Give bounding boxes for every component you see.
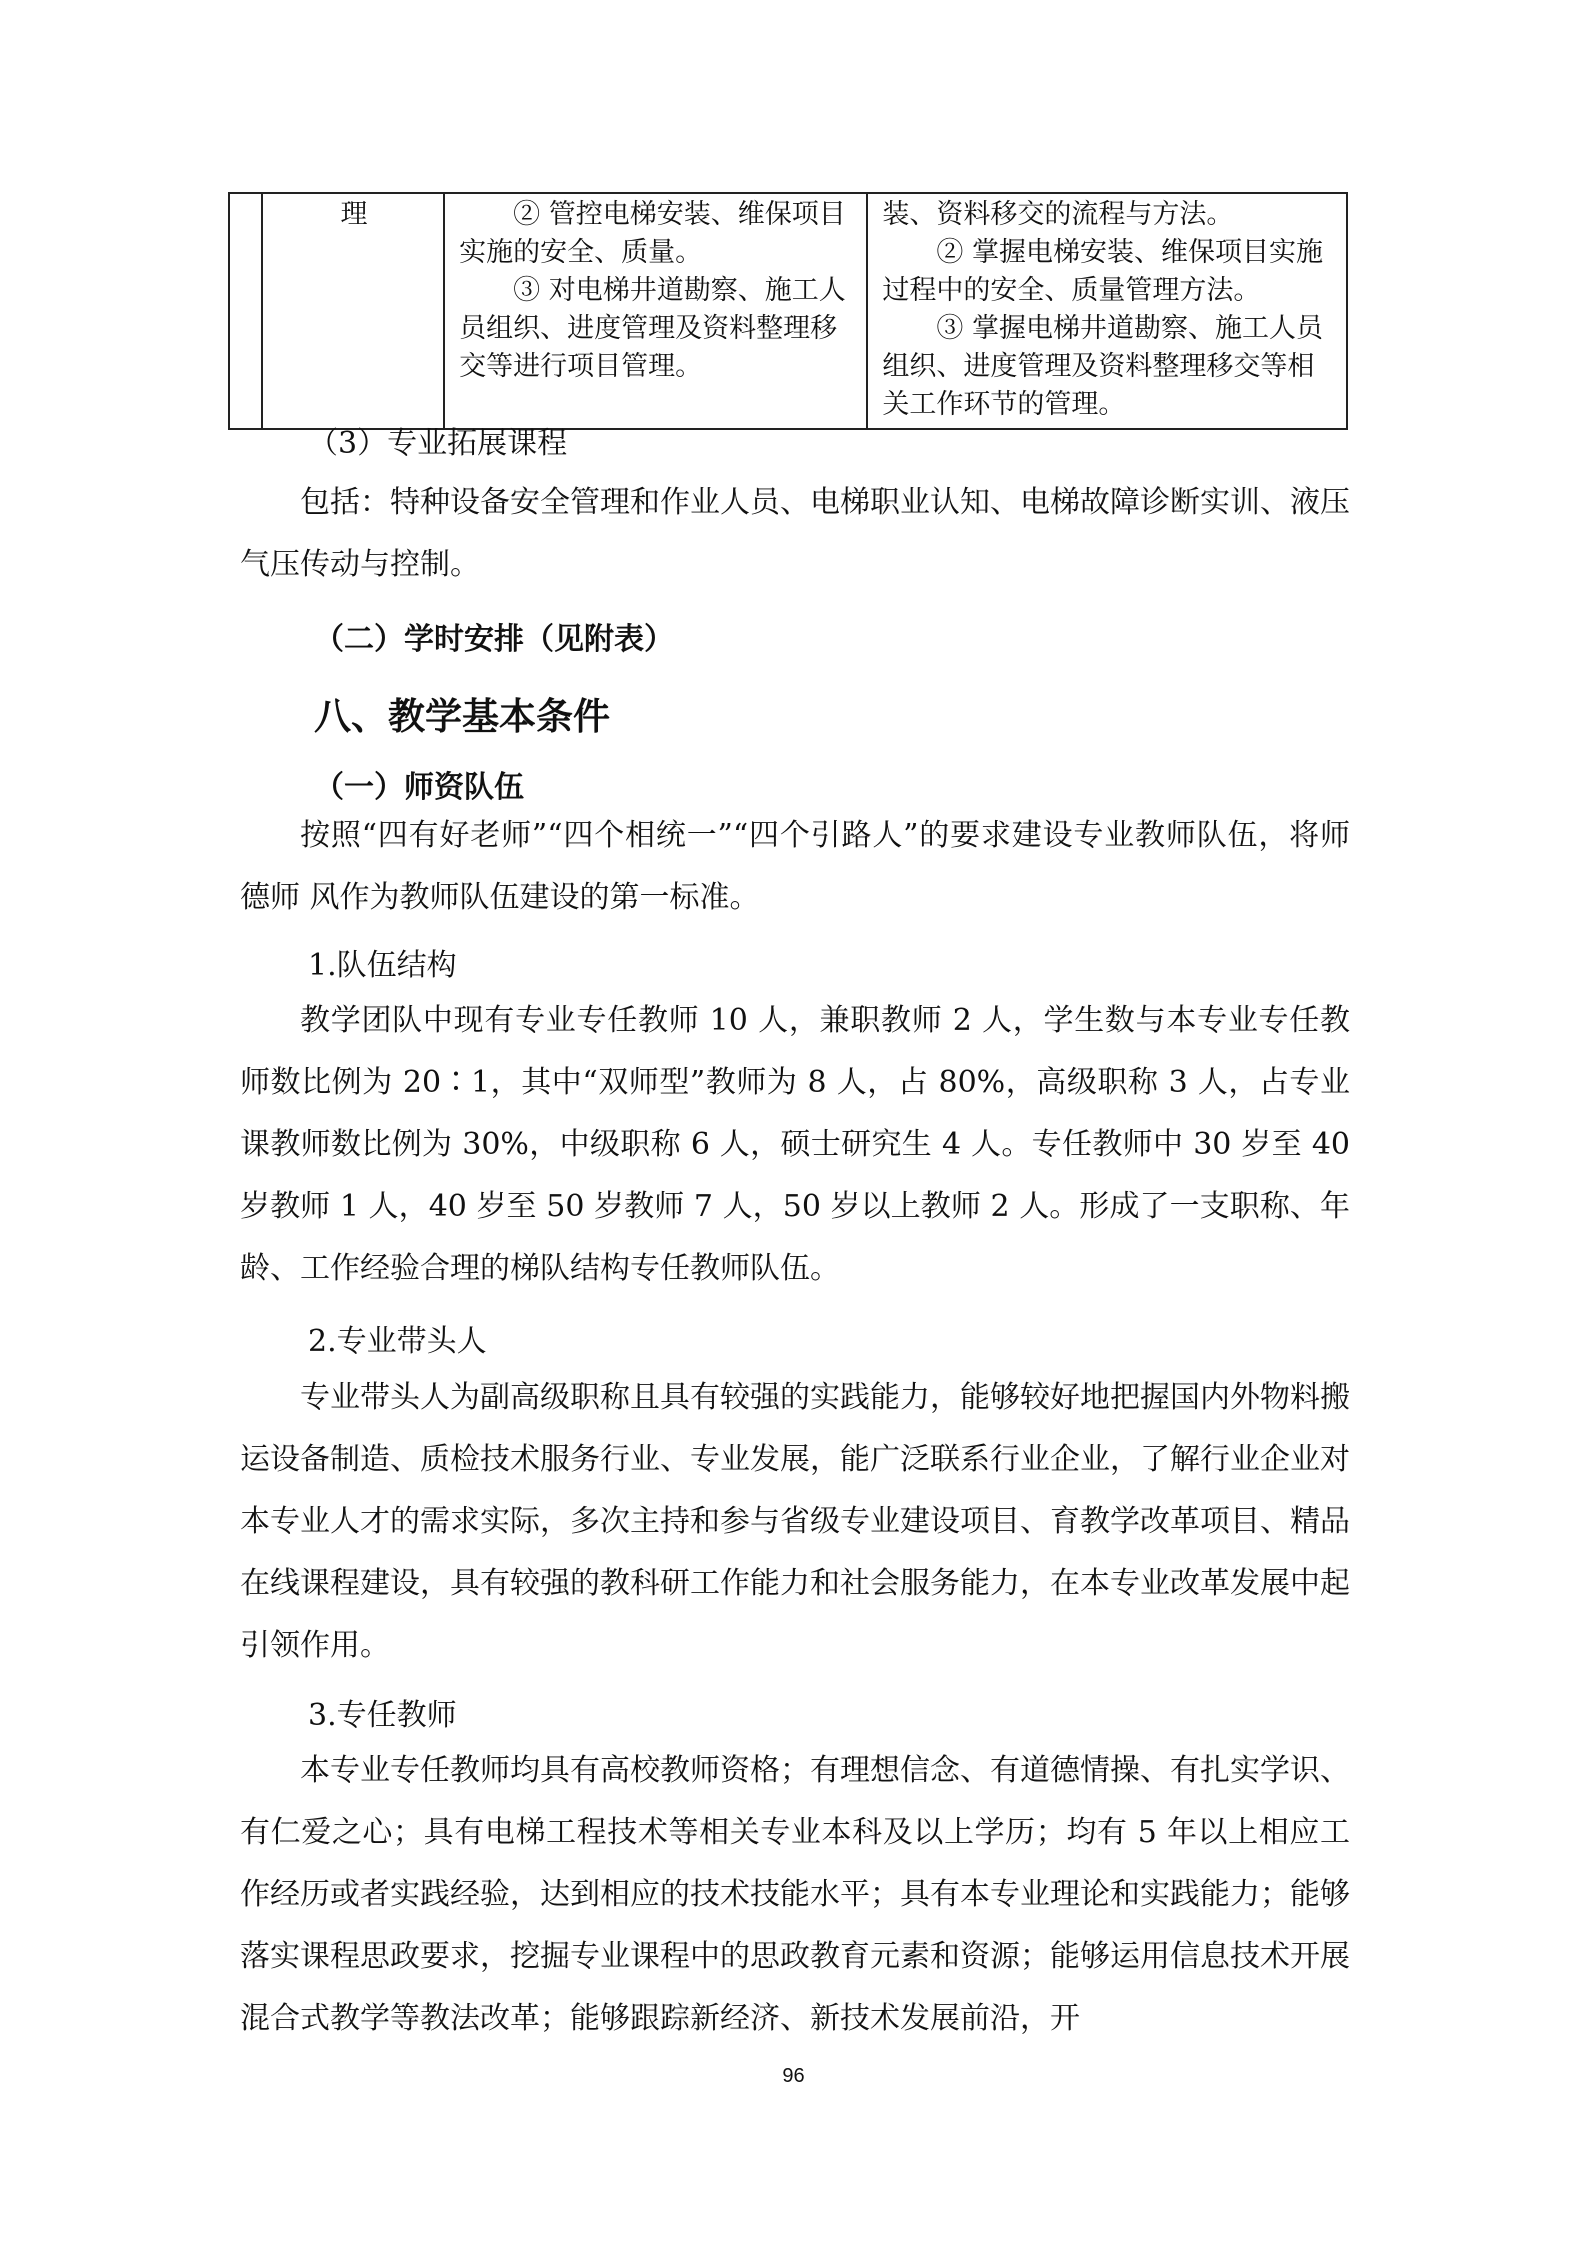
subsection-title: 1.队伍结构 xyxy=(308,948,457,983)
table-row xyxy=(229,193,1347,429)
leader-text: 专业带头人为副高级职称且具有较强的实践能力，能够较好地把握国内外物料搬运设备制造、质检技术服务行业、专业发展，能广泛联系行业企业，了解行业企业对本专业人才的需求实际，多次主持和参与省级专业建设项目、育教学改革项目、精品在线课程建设，具有较强的教科研工作能力和社会服务能力，在本专业改革发展中起引领作用。 xyxy=(240,1380,1350,1663)
task-item: ③ 对电梯井道勘察、施工人员组织、进度管理及资料整理移交等进行项目管理。 xyxy=(459,275,846,382)
subsection-title: 3.专任教师 xyxy=(308,1698,457,1733)
subsection-title: 2.专业带头人 xyxy=(308,1324,487,1359)
task-item: ② 管控电梯安装、维保项目实施的安全、质量。 xyxy=(459,199,846,268)
ability-item-continued: 装、资料移交的流程与方法。 xyxy=(882,199,1234,230)
page-number: 96 xyxy=(782,2065,805,2087)
table-cell-tasks xyxy=(444,193,867,429)
faculty-heading: （一）师资队伍 xyxy=(314,770,524,805)
table-cell-stage: 理 xyxy=(262,193,444,429)
continued-table xyxy=(228,192,1348,430)
team-structure-text: 教学团队中现有专业专任教师 10 人，兼职教师 2 人，学生数与本专业专任教师数比例为 20∶1，其中“双师型”教师为 8 人，占 80%，高级职称 3 人，占专业课教师数比例为 30%，中级职称 6 人，硕士研究生 4 人。专任教师中 30 岁至 40 岁教师 1 人，40 岁至 50 岁教师 7 人，50 岁以上教师 2 人。形成了一支职称、年龄、工作经验合理的梯队结构专任教师队伍。 xyxy=(240,1003,1350,1286)
teachers-text: 本专业专任教师均具有高校教师资格；有理想信念、有道德情操、有扎实学识、有仁爱之心；具有电梯工程技术等相关专业本科及以上学历；均有 5 年以上相应工作经历或者实践经验，达到相应的技术技能水平；具有本专业理论和实践能力；能够落实课程思政要求，挖掘专业课程中的思政教育元素和资源；能够运用信息技术开展混合式教学等教法改革；能够跟踪新经济、新技术发展前沿，开 xyxy=(240,1753,1350,2036)
ext-course-text: 包括：特种设备安全管理和作业人员、电梯职业认知、电梯故障诊断实训、液压气压传动与控制。 xyxy=(240,485,1350,582)
ability-item: ② 掌握电梯安装、维保项目实施过程中的安全、质量管理方法。 xyxy=(882,237,1323,306)
faculty-intro: 按照“四有好老师”“四个相统一”“四个引路人”的要求建设专业教师队伍，将师德师 风作为教师队伍建设的第一标准。 xyxy=(240,818,1350,915)
ext-course-title: （3）专业拓展课程 xyxy=(308,426,568,461)
table-cell-abilities xyxy=(867,193,1347,429)
ability-item: ③ 掌握电梯井道勘察、施工人员组织、进度管理及资料整理移交等相关工作环节的管理。 xyxy=(882,313,1323,420)
hours-heading: （二）学时安排（见附表） xyxy=(314,622,674,657)
section-heading: 八、教学基本条件 xyxy=(314,695,610,738)
table-cell-empty xyxy=(229,193,262,429)
